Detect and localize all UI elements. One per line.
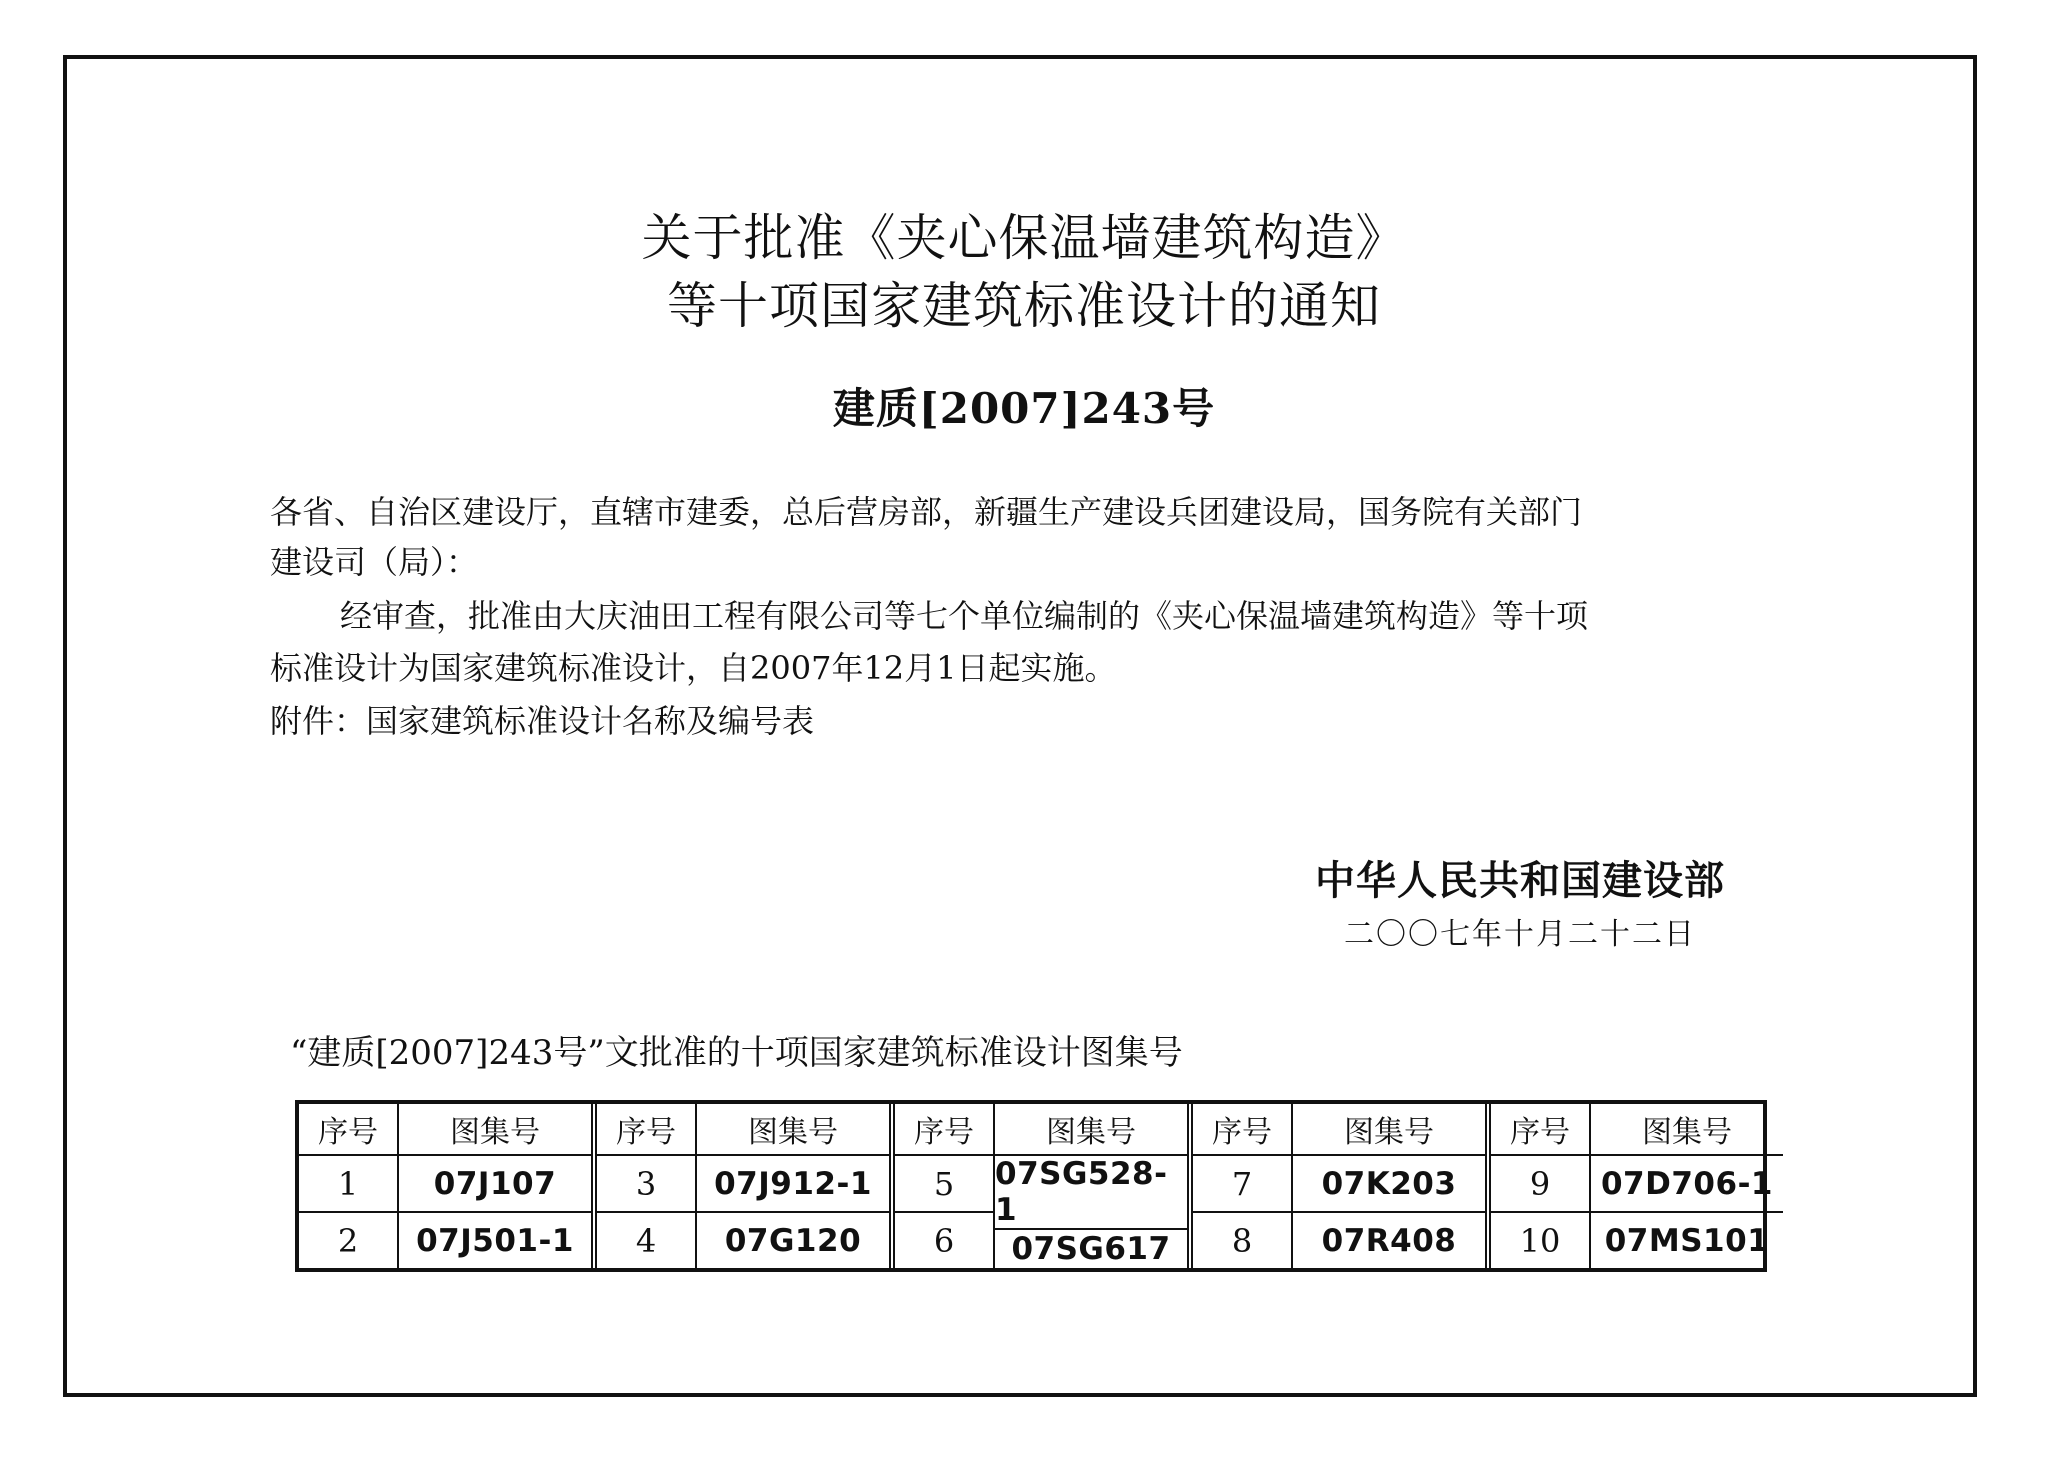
code-column: [993, 1104, 1187, 1268]
catalog-group: [591, 1104, 889, 1268]
seq-cell: 3: [597, 1154, 695, 1211]
code-cell: 07SG528-1: [995, 1154, 1187, 1228]
seq-column: [1491, 1104, 1589, 1268]
catalog-caption: “建质[2007]243号”文批准的十项国家建筑标准设计图集号: [290, 1033, 1183, 1073]
body-paragraph-line-2: 标准设计为国家建筑标准设计，自2007年12月1日起实施。: [270, 649, 1117, 687]
code-cell: 07R408: [1293, 1211, 1485, 1268]
header-seq: 序号: [616, 1115, 676, 1150]
notice-title-line-1: 关于批准《夹心保温墙建筑构造》: [641, 209, 1407, 267]
seq-cell: 2: [299, 1211, 397, 1268]
code-cell: 07J107: [399, 1154, 591, 1211]
catalog-group: [1485, 1104, 1783, 1268]
header-seq: 序号: [1212, 1115, 1272, 1150]
code-column: [1589, 1104, 1783, 1268]
seq-cell: 7: [1193, 1154, 1291, 1211]
seq-column: [1193, 1104, 1291, 1268]
header-code: 图集号: [1046, 1115, 1136, 1150]
seq-column: [299, 1104, 397, 1268]
seq-cell: 9: [1491, 1154, 1589, 1211]
code-cell: 07SG617: [995, 1228, 1187, 1268]
code-cell: 07J501-1: [399, 1211, 591, 1268]
seq-cell: 8: [1193, 1211, 1291, 1268]
header-seq: 序号: [318, 1115, 378, 1150]
header-code: 图集号: [450, 1115, 540, 1150]
code-cell: 07MS101: [1591, 1211, 1783, 1268]
header-seq: 序号: [1510, 1115, 1570, 1150]
header-seq: 序号: [914, 1115, 974, 1150]
code-cell: 07G120: [697, 1211, 889, 1268]
addressee-line-1: 各省、自治区建设厅，直辖市建委，总后营房部，新疆生产建设兵团建设局，国务院有关部门: [270, 493, 1583, 531]
code-cell: 07J912-1: [697, 1154, 889, 1211]
seq-column: [597, 1104, 695, 1268]
header-code: 图集号: [748, 1115, 838, 1150]
document-number: 建质[2007]243号: [832, 384, 1216, 433]
issuing-authority: 中华人民共和国建设部: [1315, 858, 1725, 904]
header-code: 图集号: [1642, 1115, 1732, 1150]
code-column: [695, 1104, 889, 1268]
code-cell: 07D706-1: [1591, 1154, 1783, 1211]
catalog-table: [295, 1100, 1774, 1272]
seq-cell: 10: [1491, 1211, 1589, 1268]
code-column: [397, 1104, 591, 1268]
catalog-group: [1187, 1104, 1485, 1268]
notice-title-line-2: 等十项国家建筑标准设计的通知: [667, 277, 1381, 335]
code-column: [1291, 1104, 1485, 1268]
catalog-group: [889, 1104, 1187, 1268]
seq-cell: 6: [895, 1211, 993, 1268]
body-paragraph-line-1: 经审查，批准由大庆油田工程有限公司等七个单位编制的《夹心保温墙建筑构造》等十项: [340, 597, 1589, 635]
seq-cell: 5: [895, 1154, 993, 1211]
attachment-note: 附件：国家建筑标准设计名称及编号表: [270, 702, 815, 740]
header-code: 图集号: [1344, 1115, 1434, 1150]
seq-cell: 1: [299, 1154, 397, 1211]
seq-column: [895, 1104, 993, 1268]
code-cell: 07K203: [1293, 1154, 1485, 1211]
seq-cell: 4: [597, 1211, 695, 1268]
issue-date: 二〇〇七年十月二十二日: [1344, 917, 1696, 952]
addressee-line-2: 建设司（局）：: [270, 543, 479, 581]
catalog-group: [299, 1104, 591, 1268]
